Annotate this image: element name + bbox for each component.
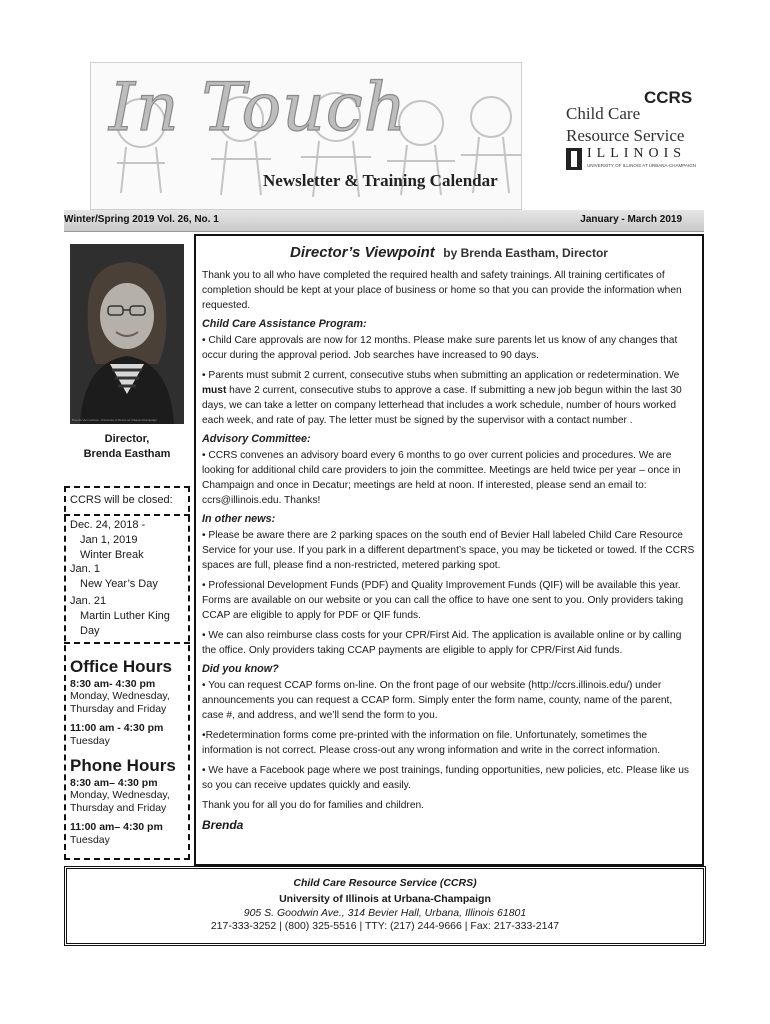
days-line: Thursday and Friday <box>70 703 167 715</box>
director-photo <box>70 244 184 424</box>
phone-hours-heading: Phone Hours <box>70 756 176 775</box>
signature: Brenda <box>202 818 244 832</box>
article-title <box>202 244 696 262</box>
caption-line2: Brenda Eastham <box>83 448 171 460</box>
footer-org: Child Care Resource Service (CCRS) <box>293 877 477 889</box>
office-hours-heading: Office Hours <box>70 657 173 676</box>
footer-address: 905 S. Goodwin Ave., 314 Bevier Hall, Urbana, Illinois 61801 <box>243 907 527 919</box>
footer-university: University of Illinois at Urbana-Champaign <box>279 893 491 905</box>
logo-wordmark: ILLINOIS <box>587 146 687 161</box>
closing-line: Thank you for all you do for families and children. <box>202 800 424 811</box>
closure-reason: Martin Luther King <box>80 610 170 622</box>
org-name-line1: Child Care <box>566 104 641 123</box>
news-bullet-3: • We can also reimburse class costs for your CPR/First Aid. The application is available online or by calling the office. Only providers taking CCAP payments are eligible to apply for CPR/First Aid funds. <box>202 630 682 656</box>
closure-date: Jan. 1 <box>70 563 100 575</box>
org-name-line2: Resource Service <box>566 126 685 145</box>
days-line: Monday, Wednesday, <box>70 690 170 702</box>
advisory-bullet: • CCRS convenes an advisory board every 6 months to go over current policies and procedures. We are looking for additional child care providers to join the committee. Meetings are held twice per year – once in Champaign and once in Decatur; meetings are held at noon. If interested, please send an email to: ccrs@illinois.edu. Thanks! <box>202 450 681 506</box>
section-heading-know: Did you know? <box>202 663 279 675</box>
masthead-subtitle: Newsletter & Training Calendar <box>263 171 498 190</box>
office-hours-days <box>70 690 170 716</box>
block-i-icon <box>566 148 582 170</box>
section-heading-news: In other news: <box>202 513 276 525</box>
divider <box>64 642 190 644</box>
illinois-logo <box>566 148 698 170</box>
article <box>202 244 696 832</box>
phone-hours-time-tuesday: 11:00 am– 4:30 pm <box>70 821 163 833</box>
text-run: • Parents must submit 2 current, consecutive stubs when submitting an application or redetermination. We <box>202 370 680 381</box>
closure-winter-break <box>70 518 145 563</box>
phone-hours-tuesday: Tuesday <box>70 834 110 846</box>
photo-caption <box>70 432 184 462</box>
phone-hours-days <box>70 789 170 815</box>
phone-hours-time: 8:30 am– 4:30 pm <box>70 777 158 789</box>
issue-dates: January - March 2019 <box>580 214 682 225</box>
footer <box>64 866 706 946</box>
closure-reason-cont: Day <box>80 625 100 637</box>
emphasis: must <box>202 385 227 396</box>
ccap-bullet-2 <box>202 368 696 428</box>
masthead-title: In Touch <box>109 69 408 146</box>
text-run: have 2 current, consecutive stubs to approve a case. If submitting a new job begun within the last 30 days, we can take a letter on company letterhead that includes a work schedule, number of hours worked each week, and rate of pay. The letter must be signed by the supervisor with a contact number . <box>202 385 682 426</box>
closure-date: Jan. 21 <box>70 595 107 607</box>
section-heading-ccap: Child Care Assistance Program: <box>202 318 367 330</box>
photo-credit: Brenda Van Gorkom, University of Illinois at Urbana-Champaign <box>72 418 157 422</box>
closure-date: Dec. 24, 2018 - <box>70 519 146 531</box>
footer-phones: 217-333-3252 | (800) 325-5516 | TTY: (217) 244-9666 | Fax: 217-333-2147 <box>210 920 560 932</box>
news-bullet-1: • Please be aware there are 2 parking spaces on the south end of Bevier Hall labeled Child Care Resource Service for your use. If you park in a different department’s space, you may be ticketed or towed. If the CCRS spaces are full, please find a non-restricted, metered parking spot. <box>202 530 695 571</box>
issue-bar <box>64 210 704 232</box>
office-hours-time: 8:30 am- 4:30 pm <box>70 678 156 690</box>
closed-heading: CCRS will be closed: <box>70 494 173 506</box>
know-bullet-3: • We have a Facebook page where we post trainings, funding opportunities, new policies, etc. Please like us so you can receive updates quickly and easily. <box>202 765 690 791</box>
news-bullet-2: • Professional Development Funds (PDF) and Quality Improvement Funds (QIF) will be available this year. Forms are available on our website or you can call the office to have one sent to you. Only providers taking CCAP are eligible to apply for PDF or QIF funds. <box>202 580 684 621</box>
divider <box>64 514 190 516</box>
portrait-image <box>70 244 184 424</box>
know-bullet-2: •Redetermination forms come pre-printed with the information on file. Unfortunately, sometimes the information is not correct. Please cross-out any wrong information and write in the correct information. <box>202 730 661 756</box>
section-heading-advisory: Advisory Committee: <box>202 433 311 445</box>
closure-mlk <box>70 594 170 639</box>
org-name <box>566 103 684 147</box>
ccap-bullet-1: • Child Care approvals are now for 12 months. Please make sure parents let us know of any changes that occur during the approval period. Job searches have increased to 90 days. <box>202 335 678 361</box>
article-heading: Director’s Viewpoint <box>290 244 435 261</box>
know-bullet-1: • You can request CCAP forms on-line. On the front page of our website (http://ccrs.illinois.edu/) under announcements you can request a CCAP form. Simply enter the form name, county, name of the parent, case #, and address, and we’ll send the form to you. <box>202 680 673 721</box>
office-hours-tuesday: Tuesday <box>70 735 110 747</box>
closure-reason: Winter Break <box>80 549 144 561</box>
logo-tagline: UNIVERSITY OF ILLINOIS AT URBANA-CHAMPAIGN <box>587 163 696 168</box>
org-abbreviation: CCRS <box>644 88 693 107</box>
closure-end: Jan 1, 2019 <box>80 534 138 546</box>
closure-new-year <box>70 562 158 592</box>
article-byline: by Brenda Eastham, Director <box>443 246 608 260</box>
days-line: Thursday and Friday <box>70 802 167 814</box>
closure-reason: New Year’s Day <box>80 578 158 590</box>
intro-paragraph: Thank you to all who have completed the required health and safety trainings. All training certificates of completion should be kept at your place of business or home so that you can provide the information when requested. <box>202 270 682 311</box>
caption-line1: Director, <box>104 433 150 445</box>
office-hours-time-tuesday: 11:00 am - 4:30 pm <box>70 722 164 734</box>
masthead <box>90 62 522 210</box>
issue-volume: Winter/Spring 2019 Vol. 26, No. 1 <box>64 214 219 225</box>
days-line: Monday, Wednesday, <box>70 789 170 801</box>
